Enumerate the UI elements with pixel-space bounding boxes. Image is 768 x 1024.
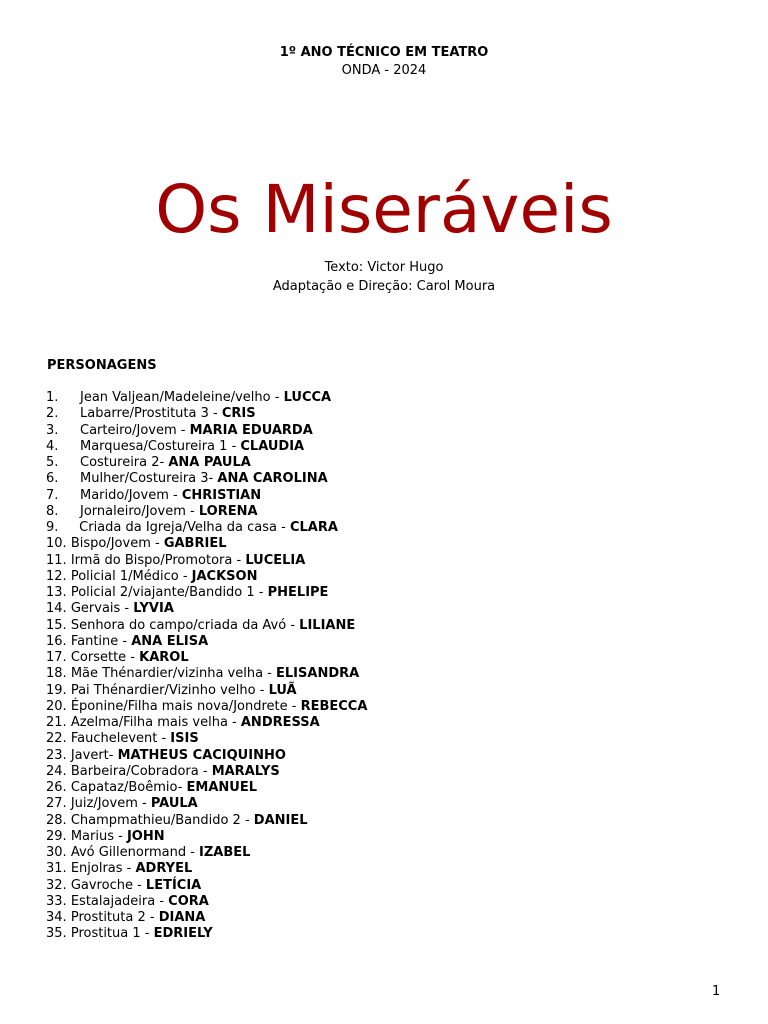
cast-item <box>46 813 367 829</box>
cast-item-actor: DANIEL <box>253 812 308 828</box>
cast-item-actor: CRIS <box>221 406 256 422</box>
cast-item-number: 34. <box>46 910 67 925</box>
cast-item-role: Policial 1/Médico - <box>70 568 192 584</box>
cast-item-number: 16. <box>46 633 67 649</box>
cast-item-role: Azelma/Filha mais velha - <box>70 715 241 730</box>
cast-item-number: 35. <box>46 926 67 942</box>
cast-item-number: 33. <box>46 893 67 909</box>
cast-item <box>46 829 367 845</box>
cast-item-actor: ANDRESSA <box>240 715 320 730</box>
cast-item <box>46 731 367 747</box>
page-number: 1 <box>712 984 721 999</box>
cast-item-number: 27. <box>46 796 67 812</box>
cast-item-number: 11. <box>46 552 67 568</box>
cast-item-number: 9. <box>46 520 59 535</box>
cast-item-number: 13. <box>46 585 67 600</box>
cast-item-number: 15. <box>46 617 67 633</box>
cast-item <box>46 699 367 715</box>
cast-item-role: Marquesa/Costureira 1 - <box>80 438 241 454</box>
cast-item <box>46 601 367 617</box>
cast-item-role: Jornaleiro/Jovem - <box>80 503 199 519</box>
cast-item-actor: MARALYS <box>211 763 280 779</box>
author-credit: Texto: Victor Hugo <box>324 260 444 275</box>
cast-item-role: Fauchelevent - <box>70 731 171 747</box>
cast-item-role: Marius - <box>70 828 127 844</box>
cast-item <box>46 861 367 877</box>
cast-item-role: Estalajadeira - <box>70 893 169 909</box>
cast-item-number: 6. <box>46 471 59 487</box>
cast-item-role: Labarre/Prostituta 3 - <box>80 406 222 422</box>
cast-item-actor: LUCELIA <box>245 552 306 568</box>
cast-item-actor: ADRYEL <box>135 861 193 877</box>
cast-item-number: 32. <box>46 877 67 893</box>
cast-item-actor: JACKSON <box>191 568 258 584</box>
cast-item-number: 24. <box>46 763 67 779</box>
play-title: Os Miseráveis <box>155 171 613 248</box>
cast-item <box>46 520 367 536</box>
cast-item-role: Fantine - <box>70 633 132 649</box>
cast-item-actor: EMANUEL <box>186 780 258 795</box>
cast-item <box>46 618 367 634</box>
cast-item-role: Policial 2/viajante/Bandido 1 - <box>70 585 268 600</box>
cast-item-number: 2. <box>46 406 59 422</box>
cast-item-role: Mãe Thénardier/vizinha velha - <box>70 666 277 682</box>
cast-item <box>46 585 367 601</box>
cast-item-number: 26. <box>46 780 67 795</box>
cast-item-number: 19. <box>46 682 67 698</box>
cast-item <box>46 683 367 699</box>
cast-item-actor: CLAUDIA <box>240 438 305 454</box>
cast-item <box>46 715 367 731</box>
cast-item <box>46 845 367 861</box>
cast-item-number: 5. <box>46 455 59 470</box>
cast-item <box>46 553 367 569</box>
cast-item-number: 4. <box>46 438 59 454</box>
document-header <box>0 44 768 80</box>
cast-item <box>46 471 367 487</box>
cast-item-role: Avó Gillenormand - <box>70 845 200 860</box>
cast-item-role: Champmathieu/Bandido 2 - <box>70 812 254 828</box>
cast-item-number: 10. <box>46 536 67 552</box>
cast-item <box>46 910 367 926</box>
cast-item-role: Marido/Jovem - <box>80 487 182 503</box>
cast-item-role: Prostitua 1 - <box>70 926 154 942</box>
characters-heading: PERSONAGENS <box>47 358 157 373</box>
cast-item-role: Irmã do Bispo/Promotora - <box>70 552 246 568</box>
cast-item-role: Enjolras - <box>70 861 136 877</box>
cast-item-role: Carteiro/Jovem - <box>80 422 190 438</box>
cast-item-role: Mulher/Costureira 3- <box>80 471 218 487</box>
cast-item <box>46 796 367 812</box>
cast-item-actor: ISIS <box>170 731 199 747</box>
cast-item-number: 21. <box>46 715 67 730</box>
cast-item-role: Barbeira/Cobradora - <box>70 763 212 779</box>
cast-item-actor: MARIA EDUARDA <box>189 422 313 438</box>
cast-item-number: 14. <box>46 601 67 617</box>
cast-item-role: Corsette - <box>70 650 140 665</box>
cast-item-actor: LUCCA <box>283 390 332 405</box>
cast-item-actor: DIANA <box>158 910 206 925</box>
cast-item-actor: CHRISTIAN <box>181 487 262 503</box>
cast-item-role: Jean Valjean/Madeleine/velho - <box>80 390 284 405</box>
cast-item-actor: JOHN <box>126 828 165 844</box>
cast-item-role: Senhora do campo/criada da Avó - <box>70 617 300 633</box>
cast-item-number: 29. <box>46 828 67 844</box>
cast-item <box>46 455 367 471</box>
direction-credit: Adaptação e Direção: Carol Moura <box>272 279 496 294</box>
course-title: 1º ANO TÉCNICO EM TEATRO <box>279 45 489 60</box>
cast-item-role: Éponine/Filha mais nova/Jondrete - <box>70 698 301 714</box>
group-year: ONDA - 2024 <box>341 63 427 78</box>
cast-item-role: Bispo/Jovem - <box>70 536 164 552</box>
cast-item-actor: PAULA <box>150 796 198 812</box>
cast-item-number: 22. <box>46 731 67 747</box>
cast-item-actor: LETÍCIA <box>145 877 202 893</box>
cast-item-actor: GABRIEL <box>163 536 227 552</box>
cast-item <box>46 406 367 422</box>
cast-item <box>46 926 367 942</box>
cast-item <box>46 390 367 406</box>
cast-item-number: 23. <box>46 747 67 763</box>
cast-item <box>46 488 367 504</box>
cast-item <box>46 569 367 585</box>
cast-item-role: Prostituta 2 - <box>70 910 159 925</box>
cast-item-actor: PHELIPE <box>267 585 329 600</box>
cast-item <box>46 780 367 796</box>
cast-item-actor: LORENA <box>198 503 258 519</box>
cast-list <box>46 390 367 943</box>
cast-item-actor: LYVIA <box>133 601 174 617</box>
cast-item-number: 3. <box>46 422 59 438</box>
cast-item-number: 7. <box>46 487 59 503</box>
cast-item-number: 12. <box>46 568 67 584</box>
cast-item-role: Capataz/Boêmio- <box>70 780 187 795</box>
cast-item-number: 18. <box>46 666 67 682</box>
cast-item-actor: EDRIELY <box>153 926 213 942</box>
cast-item-actor: ELISANDRA <box>276 666 360 682</box>
cast-item-role: Pai Thénardier/Vizinho velho - <box>70 682 269 698</box>
cast-item <box>46 894 367 910</box>
cast-item-role: Costureira 2- <box>80 455 169 470</box>
cast-item-actor: REBECCA <box>300 698 368 714</box>
cast-item <box>46 423 367 439</box>
cast-item-actor: CLARA <box>289 520 338 535</box>
cast-item-actor: ANA CAROLINA <box>217 471 328 487</box>
cast-item <box>46 666 367 682</box>
cast-item-actor: MATHEUS CACIQUINHO <box>117 747 286 763</box>
cast-item-number: 20. <box>46 698 67 714</box>
cast-item <box>46 504 367 520</box>
cast-item-number: 28. <box>46 812 67 828</box>
cast-item-role: Gavroche - <box>70 877 146 893</box>
cast-item-number: 1. <box>46 390 59 405</box>
credits <box>0 258 768 296</box>
cast-item <box>46 748 367 764</box>
cast-item-actor: ANA ELISA <box>131 633 209 649</box>
cast-item-role: Juiz/Jovem - <box>70 796 151 812</box>
cast-item-actor: KAROL <box>139 650 189 665</box>
cast-item <box>46 878 367 894</box>
cast-item-role: Javert- <box>70 747 118 763</box>
cast-item-number: 30. <box>46 845 67 860</box>
cast-item-number: 8. <box>46 503 59 519</box>
cast-item-actor: CORA <box>168 893 209 909</box>
cast-item-number: 31. <box>46 861 67 877</box>
cast-item <box>46 650 367 666</box>
cast-item-actor: LILIANE <box>299 617 356 633</box>
cast-item-actor: LUÃ <box>268 682 297 698</box>
cast-item-actor: ANA PAULA <box>168 455 251 470</box>
cast-item <box>46 439 367 455</box>
cast-item <box>46 536 367 552</box>
cast-item-role: Gervais - <box>70 601 134 617</box>
cast-item <box>46 634 367 650</box>
cast-item-actor: IZABEL <box>199 845 251 860</box>
cast-item-role: Criada da Igreja/Velha da casa - <box>79 520 290 535</box>
cast-item <box>46 764 367 780</box>
cast-item-number: 17. <box>46 650 67 665</box>
